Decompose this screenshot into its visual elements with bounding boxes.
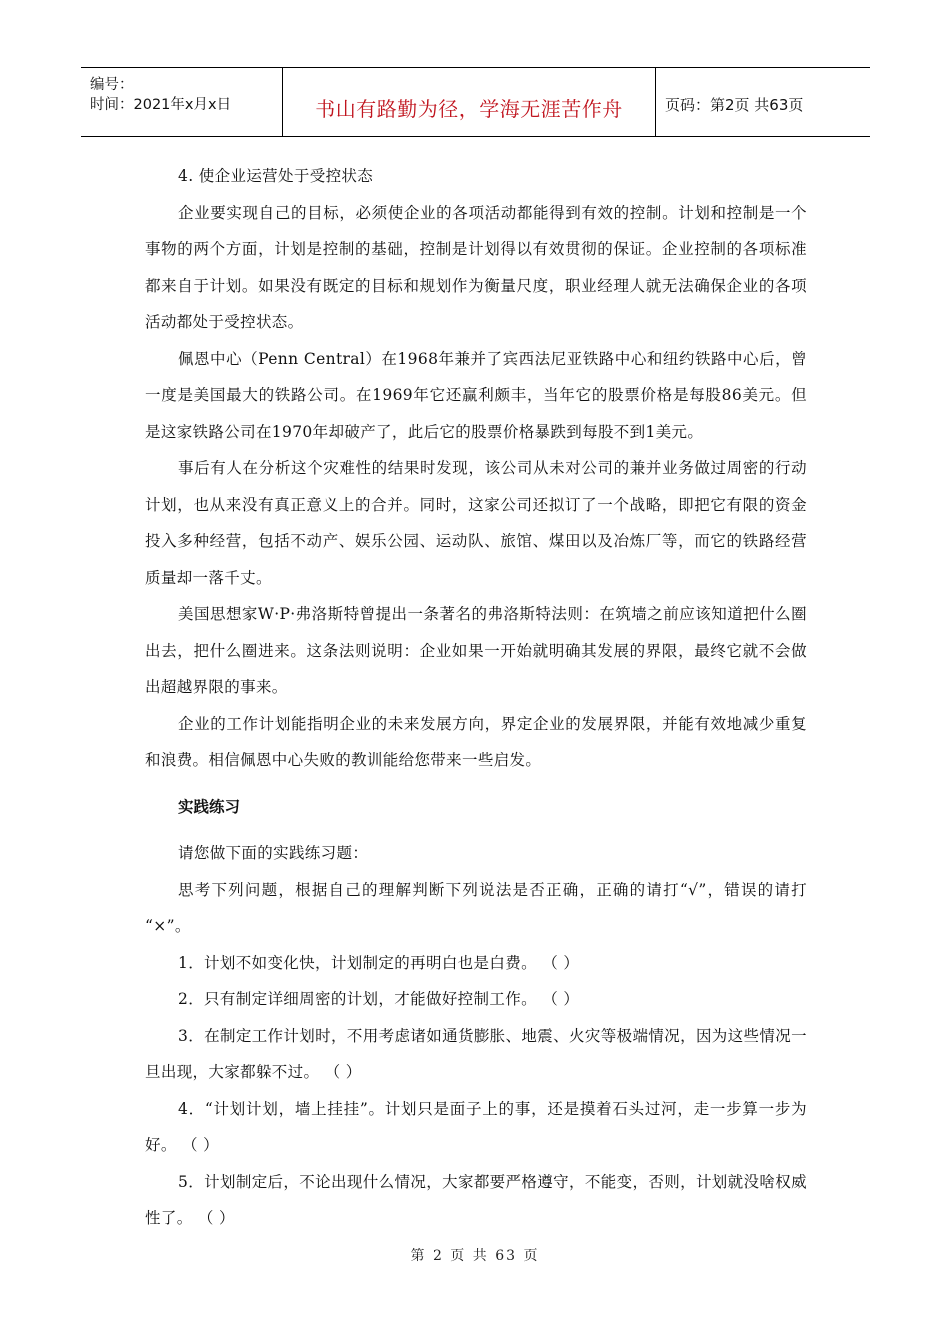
practice-instruction: 思考下列问题，根据自己的理解判断下列说法是否正确，正确的请打“√”，错误的请打 “×”。 (145, 880, 807, 935)
practice-intro: 请您做下面的实践练习题： (178, 844, 369, 862)
question-item: 3．在制定工作计划时，不用考虑诸如通货膨胀、地震、火灾等极端情况，因为这些情况一旦出现，大家都躲不过。 （ ） (145, 1026, 807, 1081)
paragraph: 企业要实现自己的目标，必须使企业的各项活动都能得到有效的控制。计划和控制是一个事物的两个方面，计划是控制的基础，控制是计划得以有效贯彻的保证。企业控制的各项标准都来自于计划。如果没有既定的目标和规划作为衡量尺度，职业经理人就无法确保企业的各项活动都处于受控状态。 (145, 203, 807, 331)
header-motto: 书山有路勤为径，学海无涯苦作舟 (315, 97, 623, 121)
header-page-info: 页码：第2页 共63页 (665, 96, 804, 114)
question-item: 1．计划不如变化快，计划制定的再明白也是白费。 （ ） (178, 953, 580, 972)
practice-title: 实践练习 (178, 797, 241, 816)
header-motto-cell (283, 68, 656, 136)
page-header (81, 67, 870, 137)
question-item: 5．计划制定后，不论出现什么情况，大家都要严格遵守，不能变，否则，计划就没啥权威性了。 （ ） (145, 1172, 807, 1227)
document-date: 时间：2021年x月x日 (90, 97, 232, 113)
header-meta-cell (81, 68, 283, 136)
question-item: 4．“计划计划，墙上挂挂”。计划只是面子上的事，还是摸着石头过河，走一步算一步为好。 （ ） (145, 1099, 807, 1154)
section-heading: 4. 使企业运营处于受控状态 (178, 167, 374, 185)
paragraph: 美国思想家W·P·弗洛斯特曾提出一条著名的弗洛斯特法则：在筑墙之前应该知道把什么圈出去，把什么圈进来。这条法则说明：企业如果一开始就明确其发展的界限，最终它就不会做出超越界限的事来。 (145, 605, 807, 696)
header-page-cell (656, 68, 870, 136)
question-item: 2．只有制定详细周密的计划，才能做好控制工作。 （ ） (178, 990, 580, 1008)
paragraph: 佩恩中心（Penn Central）在1968年兼并了宾西法尼亚铁路中心和纽约铁路中心后，曾一度是美国最大的铁路公司。在1969年它还赢利颇丰，当年它的股票价格是每股86美元。但是这家铁路公司在1970年却破产了，此后它的股票价格暴跌到每股不到1美元。 (145, 349, 807, 441)
page-footer: 第 2 页 共 63 页 (410, 1248, 540, 1264)
paragraph: 企业的工作计划能指明企业的未来发展方向，界定企业的发展界限，并能有效地减少重复和浪费。相信佩恩中心失败的教训能给您带来一些启发。 (145, 714, 807, 769)
document-number-label: 编号： (90, 77, 134, 93)
document-body (145, 158, 807, 1237)
paragraph: 事后有人在分析这个灾难性的结果时发现，该公司从未对公司的兼并业务做过周密的行动计划，也从来没有真正意义上的合并。同时，这家公司还拟订了一个战略，即把它有限的资金投入多种经营，包括不动产、娱乐公园、运动队、旅馆、煤田以及冶炼厂等，而它的铁路经营质量却一落千丈。 (145, 459, 807, 587)
